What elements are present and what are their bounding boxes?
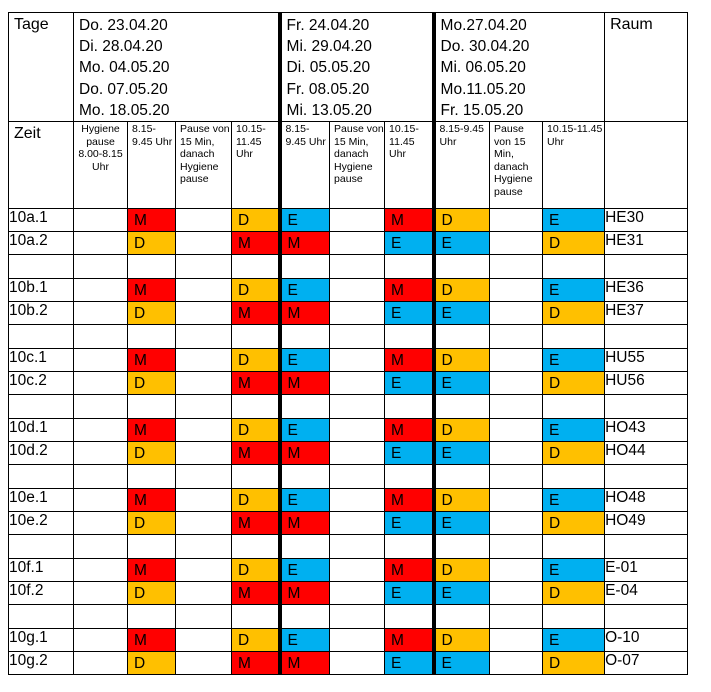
lesson-cell: E (434, 582, 490, 605)
lesson-cell: E (385, 302, 434, 325)
class-row (9, 419, 688, 442)
lesson-cell: M (385, 489, 434, 512)
empty-cell (490, 489, 543, 512)
spacer-cell (490, 465, 543, 489)
spacer-cell (128, 535, 176, 559)
lesson-cell: D (434, 489, 490, 512)
lesson-cell: E (434, 372, 490, 395)
lesson-cell: M (232, 372, 280, 395)
spacer-cell (128, 465, 176, 489)
lesson-cell: E (543, 629, 605, 652)
empty-cell (176, 629, 232, 652)
lesson-cell: D (128, 652, 176, 675)
empty-cell (490, 582, 543, 605)
spacer-cell (605, 255, 688, 279)
spacer-cell (176, 465, 232, 489)
slot-4: 10.15-11.45 Uhr (385, 122, 434, 209)
zeit-label: Zeit (9, 122, 74, 209)
slot-2: 10.15-11.45 Uhr (232, 122, 280, 209)
class-row (9, 209, 688, 232)
class-row (9, 629, 688, 652)
spacer-cell (280, 465, 330, 489)
tage-label: Tage (9, 13, 74, 122)
spacer-cell (543, 465, 605, 489)
lesson-cell: D (232, 489, 280, 512)
empty-cell (176, 232, 232, 255)
lesson-cell: D (434, 419, 490, 442)
lesson-cell: E (280, 559, 330, 582)
spacer-row (9, 465, 688, 489)
lesson-cell: M (385, 209, 434, 232)
lesson-cell: M (128, 279, 176, 302)
spacer-cell (74, 325, 128, 349)
spacer-cell (9, 395, 74, 419)
class-row (9, 442, 688, 465)
spacer-cell (434, 395, 490, 419)
empty-cell (330, 512, 385, 535)
room-label: HO48 (605, 489, 688, 512)
class-label: 10a.1 (9, 209, 74, 232)
spacer-cell (74, 465, 128, 489)
empty-cell (176, 442, 232, 465)
class-row (9, 652, 688, 675)
slot-pause-1: Pause von 15 Min, danach Hygiene pause (176, 122, 232, 209)
empty-cell (330, 232, 385, 255)
class-label: 10e.1 (9, 489, 74, 512)
lesson-cell: M (128, 419, 176, 442)
class-label: 10b.1 (9, 279, 74, 302)
spacer-cell (605, 325, 688, 349)
lesson-cell: M (232, 302, 280, 325)
lesson-cell: E (280, 209, 330, 232)
empty-cell (74, 512, 128, 535)
room-label: HE37 (605, 302, 688, 325)
lesson-cell: D (434, 559, 490, 582)
lesson-cell: M (280, 232, 330, 255)
lesson-cell: D (543, 582, 605, 605)
spacer-cell (605, 465, 688, 489)
spacer-cell (280, 605, 330, 629)
empty-cell (176, 302, 232, 325)
room-label: O-10 (605, 629, 688, 652)
class-row (9, 489, 688, 512)
lesson-cell: E (385, 442, 434, 465)
lesson-cell: D (543, 372, 605, 395)
empty-cell (74, 372, 128, 395)
empty-cell (330, 629, 385, 652)
spacer-cell (543, 325, 605, 349)
room-label: HO44 (605, 442, 688, 465)
spacer-cell (9, 255, 74, 279)
raum-label: Raum (605, 13, 688, 122)
spacer-cell (490, 605, 543, 629)
lesson-cell: E (385, 512, 434, 535)
empty-cell (490, 279, 543, 302)
lesson-cell: D (434, 349, 490, 372)
spacer-cell (128, 605, 176, 629)
spacer-cell (605, 605, 688, 629)
empty-cell (176, 372, 232, 395)
lesson-cell: E (385, 232, 434, 255)
empty-cell (330, 209, 385, 232)
slot-pause-3: Pause von 15 Min, danach Hygiene pause (490, 122, 543, 209)
empty-cell (176, 279, 232, 302)
spacer-cell (74, 255, 128, 279)
spacer-cell (280, 325, 330, 349)
empty-cell (330, 442, 385, 465)
spacer-cell (176, 325, 232, 349)
spacer-cell (128, 255, 176, 279)
empty-cell (176, 652, 232, 675)
spacer-cell (543, 605, 605, 629)
class-label: 10f.2 (9, 582, 74, 605)
slot-hygiene-first: Hygiene pause 8.00-8.15 Uhr (74, 122, 128, 209)
room-label: HO49 (605, 512, 688, 535)
empty-cell (330, 302, 385, 325)
spacer-row (9, 535, 688, 559)
lesson-cell: E (543, 559, 605, 582)
spacer-cell (330, 325, 385, 349)
lesson-cell: D (434, 279, 490, 302)
spacer-cell (232, 605, 280, 629)
empty-cell (490, 302, 543, 325)
lesson-cell: E (434, 232, 490, 255)
lesson-cell: M (128, 559, 176, 582)
spacer-row (9, 605, 688, 629)
lesson-cell: E (543, 489, 605, 512)
empty-cell (330, 489, 385, 512)
spacer-cell (385, 255, 434, 279)
class-label: 10a.2 (9, 232, 74, 255)
spacer-cell (605, 535, 688, 559)
spacer-cell (128, 395, 176, 419)
lesson-cell: M (385, 559, 434, 582)
lesson-cell: M (232, 512, 280, 535)
lesson-cell: E (280, 279, 330, 302)
spacer-cell (490, 395, 543, 419)
lesson-cell: M (128, 209, 176, 232)
lesson-cell: M (385, 349, 434, 372)
empty-cell (176, 419, 232, 442)
empty-cell (74, 652, 128, 675)
empty-cell (490, 652, 543, 675)
lesson-cell: M (232, 582, 280, 605)
class-label: 10g.1 (9, 629, 74, 652)
lesson-cell: M (280, 302, 330, 325)
slot-1: 8.15-9.45 Uhr (128, 122, 176, 209)
empty-cell (74, 442, 128, 465)
spacer-cell (330, 255, 385, 279)
room-label: HO43 (605, 419, 688, 442)
spacer-cell (74, 535, 128, 559)
empty-cell (176, 559, 232, 582)
slot-3: 8.15-9.45 Uhr (280, 122, 330, 209)
empty-cell (490, 232, 543, 255)
empty-cell (74, 232, 128, 255)
lesson-cell: M (280, 652, 330, 675)
spacer-cell (128, 325, 176, 349)
lesson-cell: E (280, 419, 330, 442)
empty-cell (490, 372, 543, 395)
lesson-cell: M (385, 279, 434, 302)
slot-5: 8.15-9.45 Uhr (434, 122, 490, 209)
spacer-cell (490, 535, 543, 559)
spacer-cell (74, 395, 128, 419)
room-label: HU56 (605, 372, 688, 395)
class-row (9, 512, 688, 535)
spacer-cell (232, 465, 280, 489)
spacer-cell (176, 255, 232, 279)
slot-room-blank (605, 122, 688, 209)
room-label: HE31 (605, 232, 688, 255)
empty-cell (330, 419, 385, 442)
spacer-cell (9, 535, 74, 559)
class-label: 10f.1 (9, 559, 74, 582)
lesson-cell: E (434, 652, 490, 675)
lesson-cell: D (543, 512, 605, 535)
lesson-cell: E (543, 279, 605, 302)
empty-cell (330, 559, 385, 582)
spacer-cell (543, 255, 605, 279)
lesson-cell: M (232, 232, 280, 255)
lesson-cell: D (232, 279, 280, 302)
lesson-cell: D (232, 629, 280, 652)
empty-cell (330, 279, 385, 302)
class-row (9, 349, 688, 372)
spacer-cell (605, 395, 688, 419)
empty-cell (330, 372, 385, 395)
lesson-cell: E (385, 372, 434, 395)
empty-cell (74, 302, 128, 325)
empty-cell (490, 559, 543, 582)
spacer-cell (385, 325, 434, 349)
lesson-cell: E (280, 349, 330, 372)
lesson-cell: E (385, 652, 434, 675)
lesson-cell: D (128, 442, 176, 465)
spacer-cell (385, 395, 434, 419)
spacer-cell (434, 325, 490, 349)
class-row (9, 302, 688, 325)
empty-cell (74, 419, 128, 442)
empty-cell (176, 209, 232, 232)
spacer-cell (74, 605, 128, 629)
empty-cell (176, 512, 232, 535)
spacer-cell (280, 535, 330, 559)
spacer-cell (280, 395, 330, 419)
empty-cell (74, 559, 128, 582)
lesson-cell: M (280, 442, 330, 465)
date-group-3: Mo.27.04.20 Do. 30.04.20 Mi. 06.05.20 Mo.11.05.20 Fr. 15.05.20 (434, 13, 605, 122)
spacer-cell (385, 605, 434, 629)
schedule-table (8, 12, 688, 675)
empty-cell (490, 349, 543, 372)
empty-cell (330, 582, 385, 605)
lesson-cell: D (434, 629, 490, 652)
spacer-cell (9, 605, 74, 629)
spacer-cell (176, 605, 232, 629)
class-label: 10d.2 (9, 442, 74, 465)
lesson-cell: D (434, 209, 490, 232)
lesson-cell: D (128, 232, 176, 255)
spacer-cell (330, 465, 385, 489)
class-label: 10c.1 (9, 349, 74, 372)
empty-cell (330, 349, 385, 372)
lesson-cell: E (280, 489, 330, 512)
empty-cell (490, 209, 543, 232)
empty-cell (490, 442, 543, 465)
spacer-cell (176, 395, 232, 419)
spacer-cell (490, 255, 543, 279)
empty-cell (490, 419, 543, 442)
class-row (9, 582, 688, 605)
room-label: O-07 (605, 652, 688, 675)
empty-cell (176, 349, 232, 372)
class-row (9, 559, 688, 582)
lesson-cell: M (128, 489, 176, 512)
room-label: HE36 (605, 279, 688, 302)
spacer-cell (543, 395, 605, 419)
spacer-cell (434, 255, 490, 279)
header-dates-row (9, 13, 688, 122)
empty-cell (74, 489, 128, 512)
lesson-cell: E (434, 302, 490, 325)
room-label: E-04 (605, 582, 688, 605)
lesson-cell: M (128, 349, 176, 372)
lesson-cell: E (280, 629, 330, 652)
class-row (9, 279, 688, 302)
empty-cell (176, 582, 232, 605)
spacer-cell (385, 465, 434, 489)
lesson-cell: M (232, 652, 280, 675)
class-label: 10g.2 (9, 652, 74, 675)
lesson-cell: E (543, 419, 605, 442)
room-label: HU55 (605, 349, 688, 372)
spacer-cell (232, 255, 280, 279)
slot-pause-2: Pause von 15 Min, danach Hygiene pause (330, 122, 385, 209)
spacer-cell (9, 465, 74, 489)
spacer-cell (9, 325, 74, 349)
empty-cell (490, 629, 543, 652)
lesson-cell: M (385, 629, 434, 652)
lesson-cell: E (385, 582, 434, 605)
spacer-cell (490, 325, 543, 349)
spacer-cell (176, 535, 232, 559)
class-row (9, 232, 688, 255)
lesson-cell: D (128, 372, 176, 395)
room-label: E-01 (605, 559, 688, 582)
spacer-cell (232, 325, 280, 349)
empty-cell (74, 349, 128, 372)
date-group-1: Do. 23.04.20 Di. 28.04.20 Mo. 04.05.20 Do. 07.05.20 Mo. 18.05.20 (74, 13, 280, 122)
spacer-cell (434, 465, 490, 489)
empty-cell (490, 512, 543, 535)
room-label: HE30 (605, 209, 688, 232)
spacer-row (9, 325, 688, 349)
lesson-cell: E (543, 349, 605, 372)
spacer-cell (280, 255, 330, 279)
lesson-cell: D (543, 302, 605, 325)
lesson-cell: E (434, 512, 490, 535)
spacer-cell (434, 535, 490, 559)
empty-cell (74, 582, 128, 605)
empty-cell (176, 489, 232, 512)
lesson-cell: M (280, 512, 330, 535)
spacer-row (9, 395, 688, 419)
lesson-cell: D (543, 232, 605, 255)
date-group-2: Fr. 24.04.20 Mi. 29.04.20 Di. 05.05.20 Fr. 08.05.20 Mi. 13.05.20 (280, 13, 434, 122)
class-row (9, 372, 688, 395)
lesson-cell: M (128, 629, 176, 652)
lesson-cell: D (232, 209, 280, 232)
class-label: 10e.2 (9, 512, 74, 535)
lesson-cell: D (128, 582, 176, 605)
lesson-cell: D (543, 442, 605, 465)
spacer-cell (385, 535, 434, 559)
spacer-cell (434, 605, 490, 629)
empty-cell (74, 209, 128, 232)
lesson-cell: D (232, 559, 280, 582)
class-label: 10c.2 (9, 372, 74, 395)
lesson-cell: M (232, 442, 280, 465)
lesson-cell: D (543, 652, 605, 675)
empty-cell (74, 629, 128, 652)
slot-6: 10.15-11.45 Uhr (543, 122, 605, 209)
lesson-cell: M (280, 582, 330, 605)
lesson-cell: E (434, 442, 490, 465)
class-label: 10b.2 (9, 302, 74, 325)
empty-cell (330, 652, 385, 675)
spacer-cell (232, 535, 280, 559)
spacer-cell (232, 395, 280, 419)
spacer-cell (330, 605, 385, 629)
empty-cell (74, 279, 128, 302)
lesson-cell: D (128, 512, 176, 535)
spacer-cell (543, 535, 605, 559)
spacer-row (9, 255, 688, 279)
class-label: 10d.1 (9, 419, 74, 442)
lesson-cell: D (232, 349, 280, 372)
lesson-cell: D (232, 419, 280, 442)
header-slots-row (9, 122, 688, 209)
lesson-cell: D (128, 302, 176, 325)
lesson-cell: M (280, 372, 330, 395)
spacer-cell (330, 535, 385, 559)
spacer-cell (330, 395, 385, 419)
lesson-cell: E (543, 209, 605, 232)
lesson-cell: M (385, 419, 434, 442)
